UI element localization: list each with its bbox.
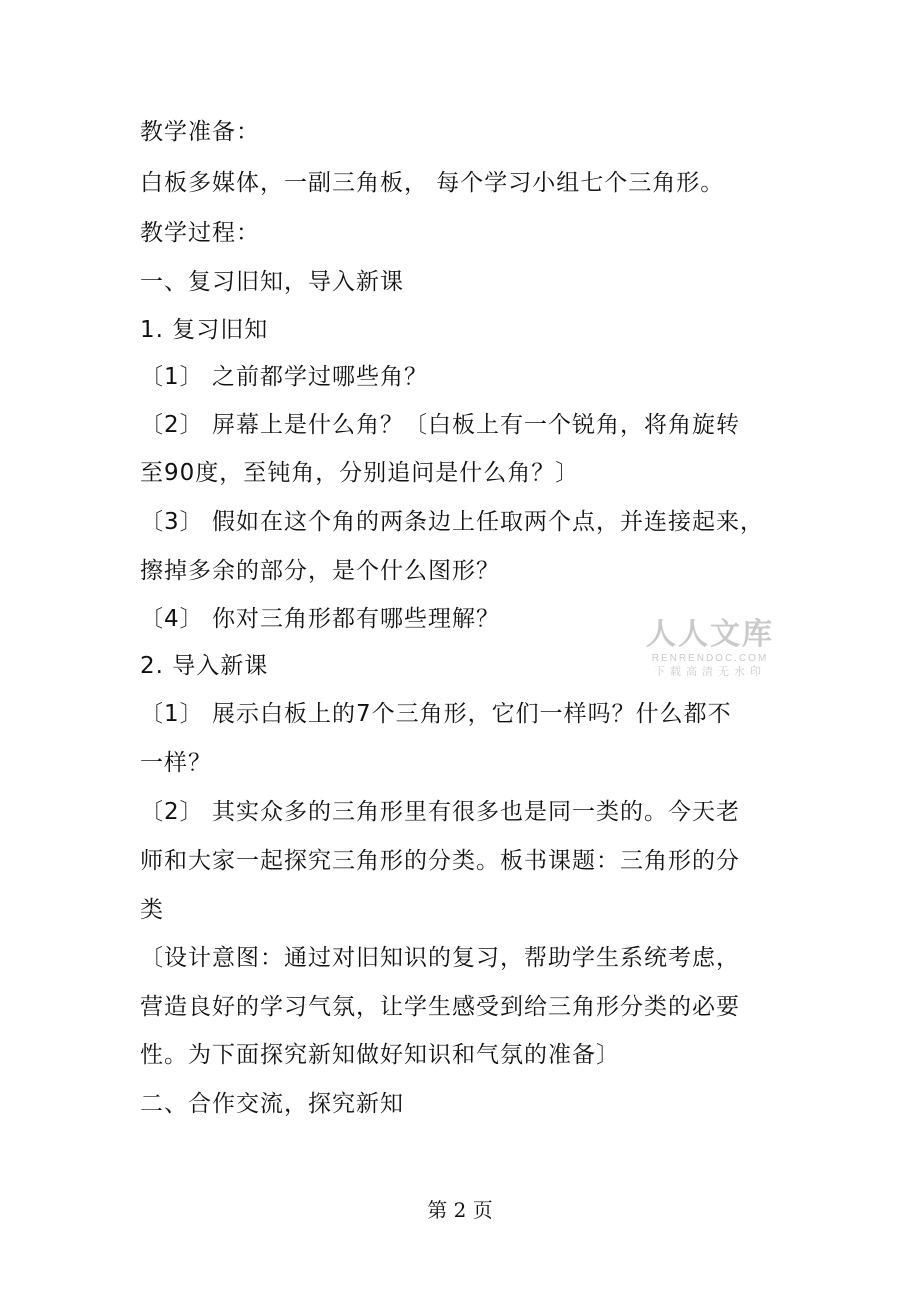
watermark-logo xyxy=(640,618,780,679)
text-line: 性。为下面探究新知做好知识和气氛的准备〕 xyxy=(140,1042,620,1068)
text-line: 〔设计意图：通过对旧知识的复习，帮助学生系统考虑， xyxy=(140,945,740,971)
text-line: 〔1〕 之前都学过哪些角？ xyxy=(140,364,428,390)
text-line: 白板多媒体，一副三角板， 每个学习小组七个三角形。 xyxy=(140,170,725,196)
text-line: 教学过程： xyxy=(140,220,260,246)
watermark-slogan: 下载高清无水印 xyxy=(654,665,766,678)
text-line: 一样？ xyxy=(140,750,212,776)
text-line: 教学准备： xyxy=(140,119,260,145)
subsection-heading: 1. 复习旧知 xyxy=(140,317,269,343)
section-heading: 二、合作交流，探究新知 xyxy=(140,1091,404,1117)
watermark-title: 人人文库 xyxy=(646,617,774,652)
text-line: 至90度，至钝角，分别追问是什么角？〕 xyxy=(140,460,580,486)
subsection-heading: 2. 导入新课 xyxy=(140,653,269,679)
text-line: 〔2〕 屏幕上是什么角？〔白板上有一个锐角，将角旋转 xyxy=(140,412,740,438)
page-number: 第 2 页 xyxy=(427,1198,493,1222)
section-heading: 一、复习旧知，导入新课 xyxy=(140,269,404,295)
text-line: 〔2〕 其实众多的三角形里有很多也是同一类的。今天老 xyxy=(140,799,740,825)
text-line: 营造良好的学习气氛，让学生感受到给三角形分类的必要 xyxy=(140,994,740,1020)
text-line: 〔3〕 假如在这个角的两条边上任取两个点，并连接起来， xyxy=(140,509,764,535)
text-line: 擦掉多余的部分，是个什么图形？ xyxy=(140,558,500,584)
watermark-domain: RENRENDOC.COM xyxy=(651,653,769,664)
text-line: 〔1〕 展示白板上的7个三角形，它们一样吗？什么都不 xyxy=(140,701,732,727)
text-line: 类 xyxy=(140,897,164,923)
text-line: 师和大家一起探究三角形的分类。板书课题：三角形的分 xyxy=(140,848,740,874)
text-line: 〔4〕 你对三角形都有哪些理解？ xyxy=(140,606,500,632)
